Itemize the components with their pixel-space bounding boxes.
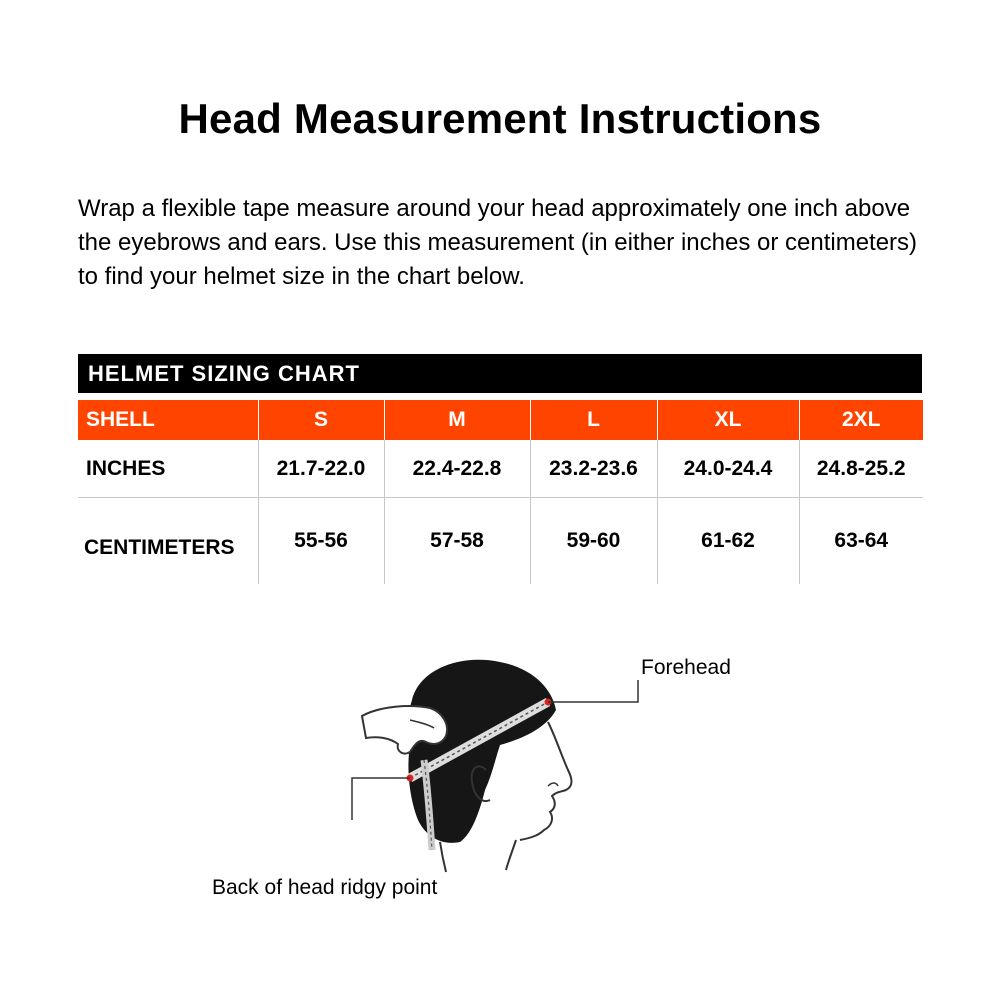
table-cell: 63-64: [834, 529, 889, 552]
table-cell: 55-56: [258, 498, 384, 585]
column-header-2xl: 2XL: [799, 400, 923, 440]
table-row: [78, 440, 923, 498]
face-profile: [520, 722, 572, 840]
table-cell: 57-58: [384, 498, 530, 585]
column-header-m: M: [384, 400, 530, 440]
eye-shape: [548, 783, 558, 786]
column-header-xl: XL: [657, 400, 799, 440]
row-label-centimeters: CENTIMETERS: [78, 498, 258, 585]
forehead-leader-line: [548, 680, 638, 702]
back-of-head-label: Back of head ridgy point: [212, 876, 438, 899]
table-cell: 23.2-23.6: [530, 440, 657, 498]
column-header-s: S: [258, 400, 384, 440]
forehead-label: Forehead: [641, 656, 731, 679]
back-leader-line: [352, 778, 410, 820]
column-header-l: L: [530, 400, 657, 440]
intro-text: Wrap a flexible tape measure around your head approximately one inch above the eyebrows and ears. Use this measurement (in either inches or centimeters) to find your helmet size in the chart below.: [78, 195, 918, 290]
neck-back: [440, 842, 446, 872]
table-header-row: [78, 400, 923, 440]
neck-front: [506, 840, 516, 870]
page-title: Head Measurement Instructions: [178, 95, 822, 142]
row-label-inches: INCHES: [78, 440, 258, 498]
sizing-chart-header: HELMET SIZING CHART: [78, 354, 922, 393]
column-header-shell: SHELL: [78, 400, 258, 440]
table-cell: 24.0-24.4: [657, 440, 799, 498]
table-cell: 61-62: [657, 498, 799, 585]
table-row: [78, 498, 923, 585]
table-cell: 22.4-22.8: [384, 440, 530, 498]
table-cell: 24.8-25.2: [799, 440, 923, 498]
table-cell: 59-60: [530, 498, 657, 585]
table-cell: 21.7-22.0: [258, 440, 384, 498]
sizing-table: [78, 400, 923, 584]
